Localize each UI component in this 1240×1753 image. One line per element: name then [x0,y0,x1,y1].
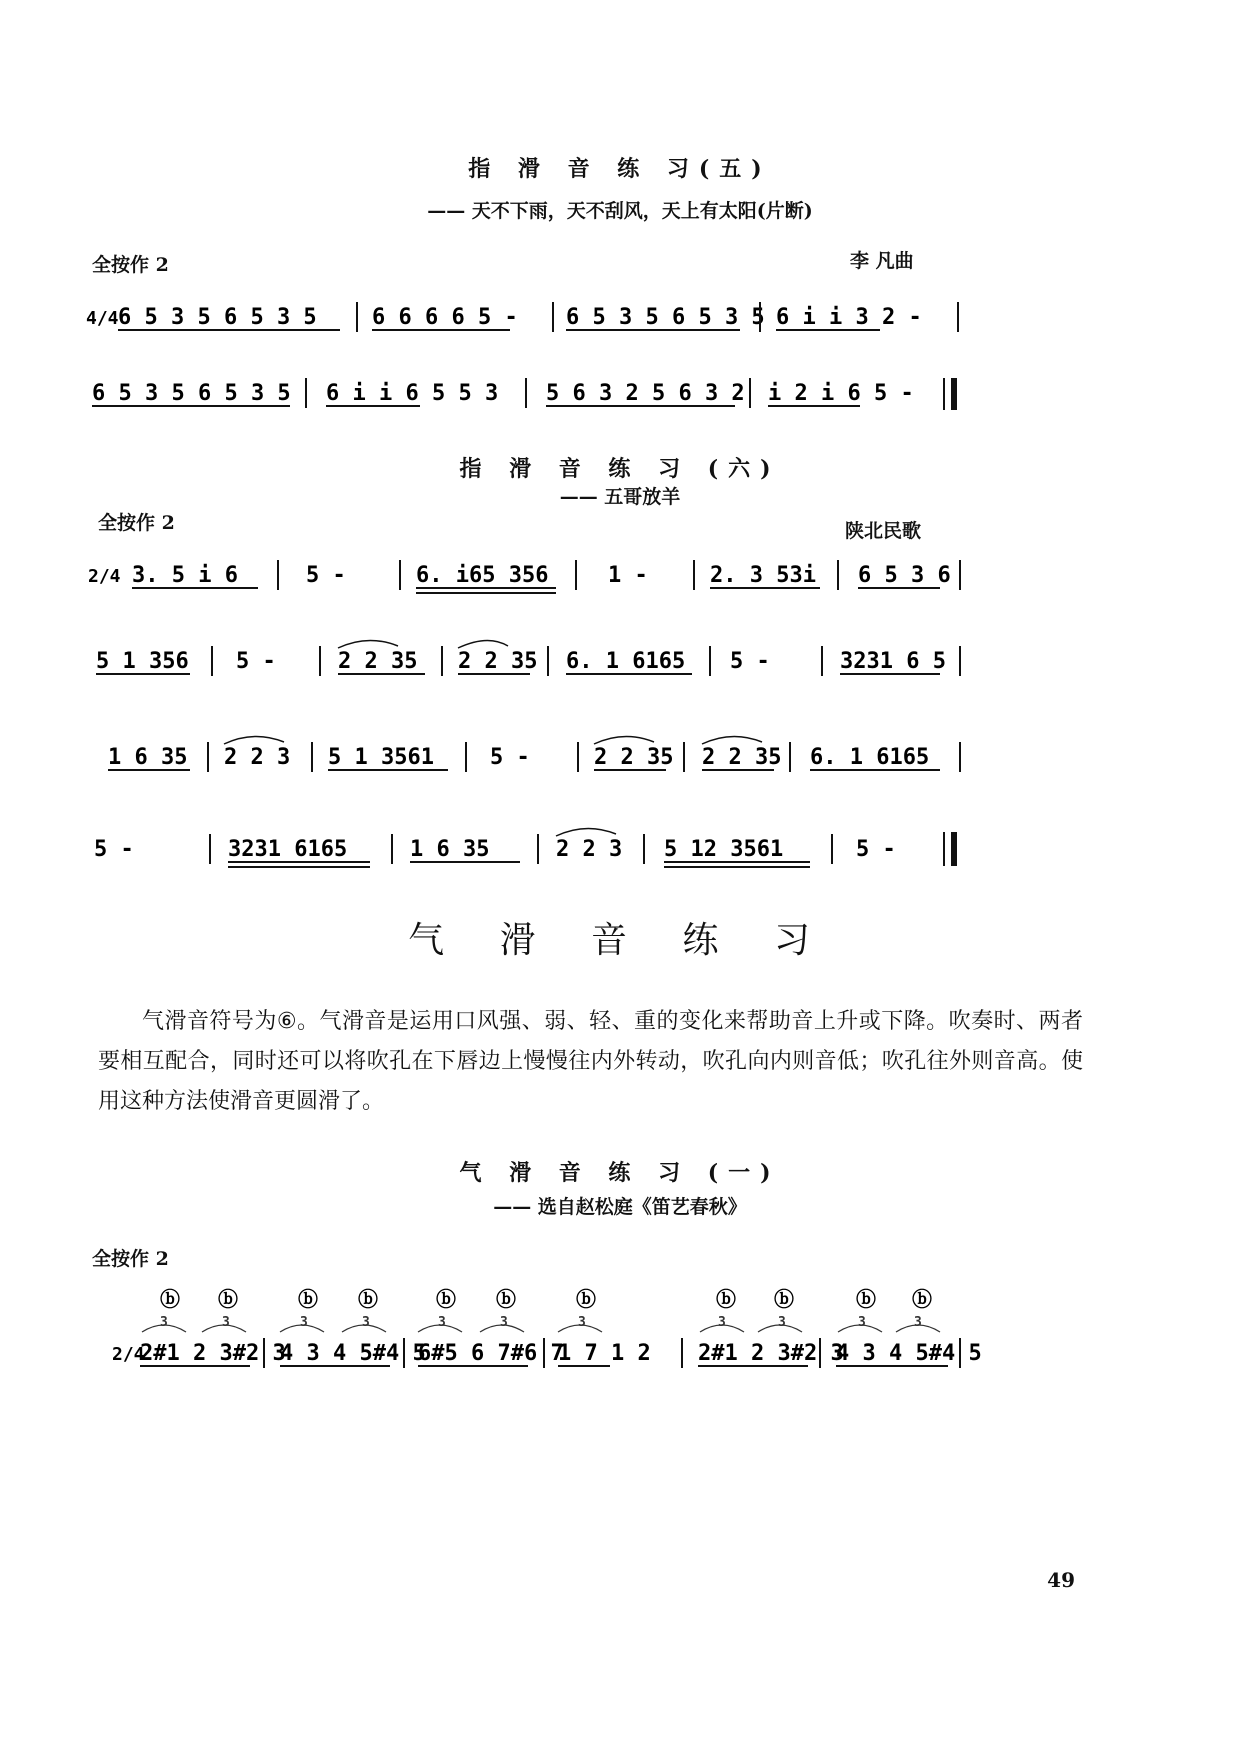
breath-slide-heading: 气 滑 音 练 习 [408,920,832,961]
ex6-l3-m3: 5 1 3561 [328,745,434,770]
triplet-mark: 3 [160,1315,168,1330]
exercise-5-line-1 [118,302,958,332]
exercise-6-subtitle: —— 五哥放羊 [559,486,681,508]
ex6-l4-m3: 1 6 35 [410,837,490,862]
ex5-l2-m1: 6 5 3 5 6 5 3 5 [92,381,291,406]
b1-m2: 4 3 4 5#4 5 [280,1341,426,1366]
triplet-mark: 3 [914,1315,922,1330]
exercise-6-line-4 [94,828,954,867]
ex6-l2-m6: 5 - [730,649,770,674]
ex6-l1-m1: 3. 5 i 6 [132,563,238,588]
breath-symbol: ⓑ [160,1287,180,1311]
breath-symbol: ⓑ [576,1287,596,1311]
ex6-l1-m3: 6. i65 356 [416,563,549,588]
triplet-mark: 3 [500,1315,508,1330]
breath-exercise-1-title: 气 滑 音 练 习 (一) [459,1160,781,1186]
ex6-l1-m5: 2. 3 53i [710,563,816,588]
exercise-5-composer: 李 凡曲 [850,250,914,272]
triplet-mark: 3 [718,1315,726,1330]
ex5-l1-m1: 6 5 3 5 6 5 3 5 [118,305,317,330]
ex6-l2-m5: 6. 1 6165 [566,649,686,674]
exercise-6-score [0,540,1240,880]
ex6-l2-m2: 5 - [236,649,276,674]
ex6-l3-m7: 6. 1 6165 [810,745,930,770]
page-number: 49 [1047,1568,1075,1592]
breath-symbol: ⓑ [436,1287,456,1311]
triplet-mark: 3 [300,1315,308,1330]
exercise-6-line-3 [108,736,960,772]
breath-symbol: ⓑ [774,1287,794,1311]
b1-m4: 1 7 1 2 [558,1341,651,1366]
breath-exercise-1-subtitle: —— 选自赵松庭《笛艺春秋》 [493,1196,747,1218]
ex5-l2-m3: 5 6 3 2 5 6 3 2 [546,381,745,406]
ex6-l4-m6: 5 - [856,837,896,862]
ex6-l4-m4: 2 2 3 [556,837,623,862]
exercise-5-fingering: 全按作 2 [92,254,169,276]
exercise-5-score [0,280,1240,420]
exercise-6-fingering: 全按作 2 [98,512,175,534]
exercise-6-line-2 [96,640,960,676]
ex6-l4-m5: 5 12 3561 [664,837,784,862]
breath-symbol: ⓑ [856,1287,876,1311]
breath-symbol: ⓑ [496,1287,516,1311]
ex6-l2-m3: 2 2 35 [338,649,418,674]
exercise-5-line-2 [92,378,954,410]
triplet-mark: 3 [438,1315,446,1330]
b1-m5: 2#1 2 3#2 3 [698,1341,844,1366]
ex6-l4-m2: 3231 6165 [228,837,348,862]
ex6-l1-m4: 1 - [608,563,648,588]
ex5-l1-m3: 6 5 3 5 6 5 3 5 [566,305,765,330]
ex6-l1-m6: 6 5 3 6 [858,563,951,588]
exercise-5-title: 指 滑 音 练 习(五) [468,156,772,182]
ex6-l1-m2: 5 - [306,563,346,588]
ex5-l2-m2: 6 i i 6 5 5 3 [326,381,499,406]
ex6-l2-m7: 3231 6 5 [840,649,946,674]
triplet-mark: 3 [578,1315,586,1330]
triplet-mark: 3 [778,1315,786,1330]
breath-exercise-1-time-signature: 2/4 [112,1344,145,1365]
breath-symbol: ⓑ [358,1287,378,1311]
breath-slide-text: 气滑音符号为⑥。气滑音是运用口风强、弱、轻、重的变化来帮助音上升或下降。吹奏时、两者要相互配合，同时还可以将吹孔在下唇边上慢慢往内外转动，吹孔向内则音低；吹孔往外则音高。使用这种方法使滑音更圆滑了。 [98,1009,1083,1114]
ex6-l2-m4: 2 2 35 [458,649,538,674]
ex6-l3-m1: 1 6 35 [108,745,188,770]
ex6-l3-m2: 2 2 3 [224,745,291,770]
b1-m3: 6#5 6 7#6 7 [418,1341,564,1366]
exercise-6-line-1 [132,560,960,593]
b1-m6: 4 3 4 5#4 5 [836,1341,982,1366]
ex6-l3-m5: 2 2 35 [594,745,674,770]
ex6-l3-m6: 2 2 35 [702,745,782,770]
exercise-5-time-signature: 4/4 [86,308,119,329]
triplet-mark: 3 [362,1315,370,1330]
exercise-5-subtitle: —— 天不下雨，天不刮风，天上有太阳(片断) [427,200,813,222]
triplet-mark: 3 [858,1315,866,1330]
breath-symbol: ⓑ [716,1287,736,1311]
breath-symbol: ⓑ [298,1287,318,1311]
breath-symbol: ⓑ [912,1287,932,1311]
exercise-6-composer: 陕北民歌 [845,520,922,542]
ex5-l2-m4: i 2 i 6 5 - [768,381,914,406]
triplet-mark: 3 [222,1315,230,1330]
ex6-l3-m4: 5 - [490,745,530,770]
ex6-l4-m1: 5 - [94,837,134,862]
b1-m1: 2#1 2 3#2 3 [140,1341,286,1366]
ex6-l2-m1: 5 1 356 [96,649,189,674]
ex5-l1-m2: 6 6 6 6 5 - [372,305,518,330]
ex5-l1-m4: 6 i i 3 2 - [776,305,922,330]
breath-slide-paragraph [98,1002,1083,1122]
exercise-6-title: 指 滑 音 练 习 (六) [459,456,781,482]
exercise-6-time-signature: 2/4 [88,566,121,587]
breath-exercise-1-fingering: 全按作 2 [92,1248,169,1270]
breath-symbol: ⓑ [218,1287,238,1311]
breath-exercise-1-score [0,1280,1240,1390]
